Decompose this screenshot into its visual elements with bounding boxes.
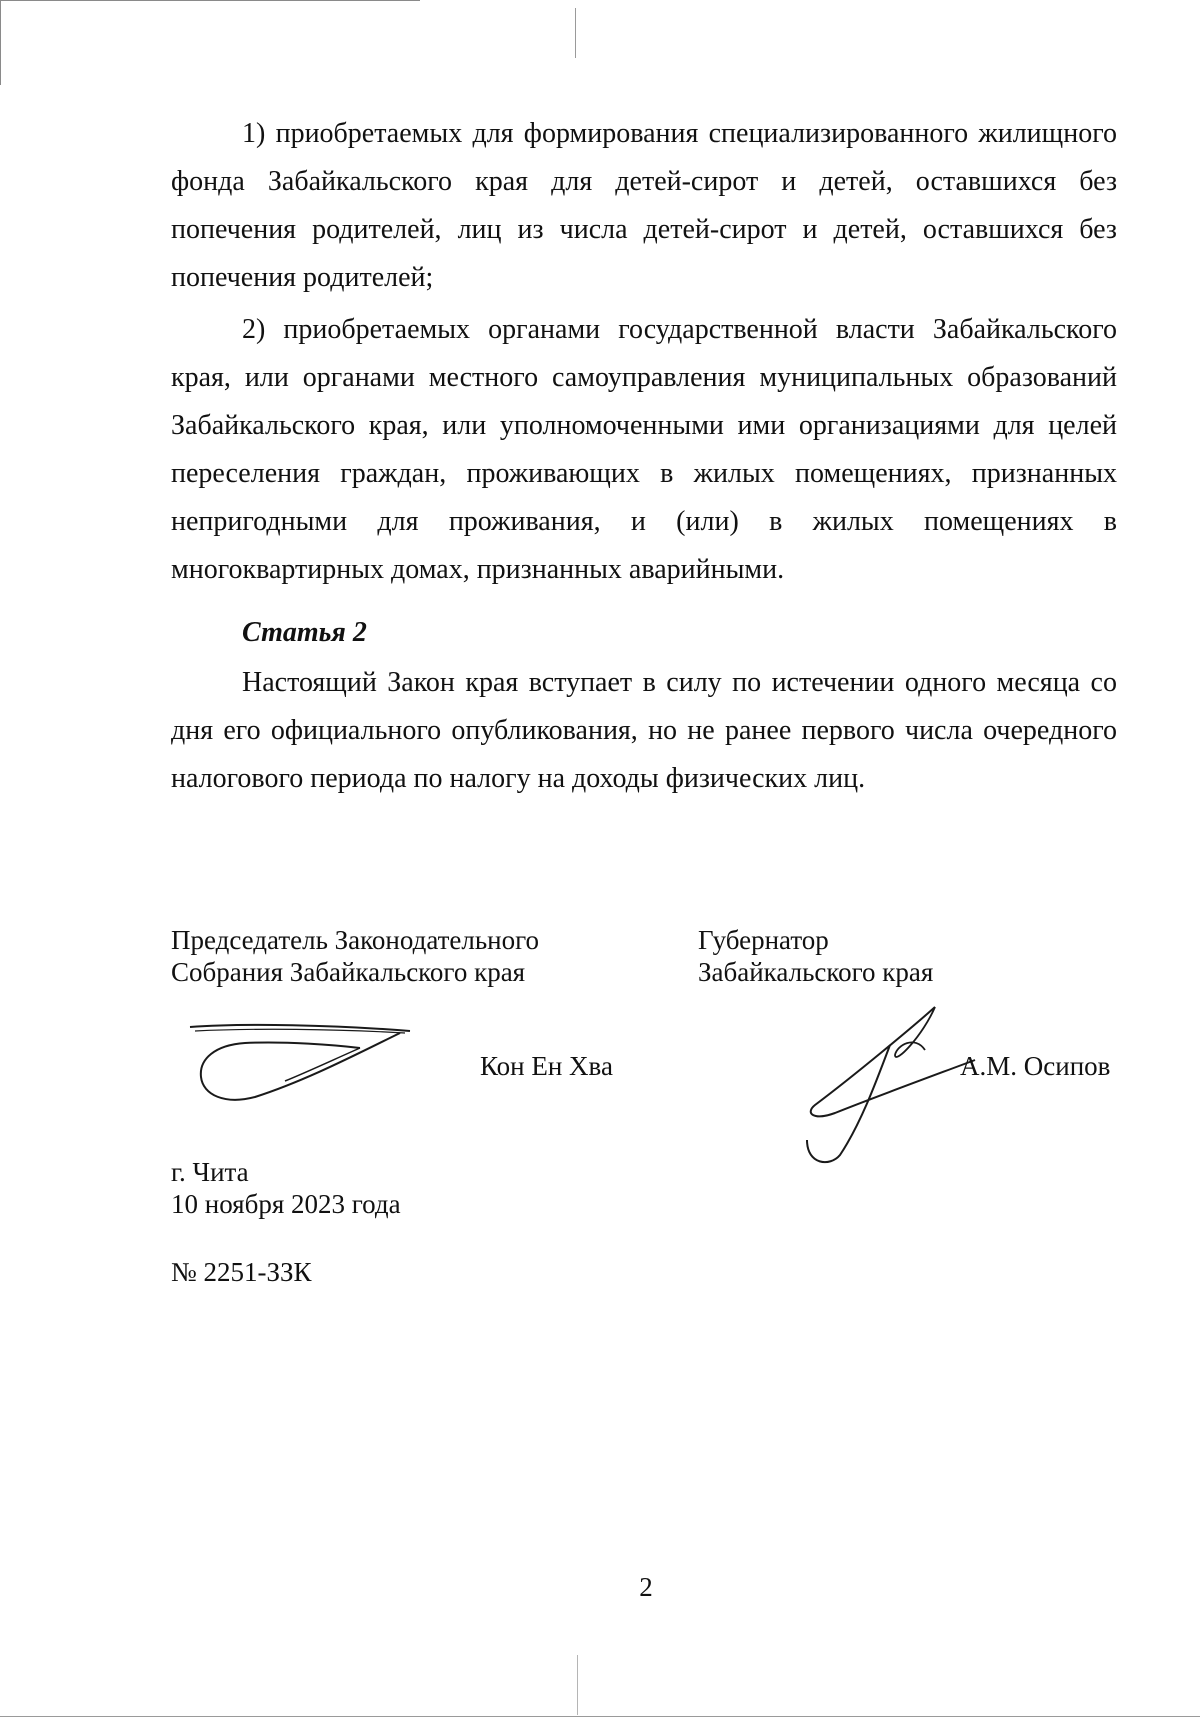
governor-title-line-1: Губернатор xyxy=(698,925,829,955)
governor-signature-icon xyxy=(795,1005,985,1165)
date: 10 ноября 2023 года xyxy=(171,1189,401,1219)
chairman-signature-icon xyxy=(185,1015,425,1105)
chairman-title-line-2: Собрания Забайкальского края xyxy=(171,957,526,987)
chairman-name: Кон Ен Хва xyxy=(480,1051,613,1081)
governor-title-line-2: Забайкальского края xyxy=(698,957,934,987)
scan-edge-top xyxy=(0,0,420,1)
fold-mark-bottom xyxy=(577,1655,578,1715)
document-number: № 2251-ЗЗК xyxy=(171,1257,312,1287)
governor-title xyxy=(698,924,933,988)
article-heading: Статья 2 xyxy=(242,617,367,648)
paragraph-item-1: 1) приобретаемых для формирования специализированного жилищного фонда Забайкальского края для детей-сирот и детей, оставшихся без попечения родителей, лиц из числа детей-сирот и детей, оставшихся без попечения родителей; xyxy=(171,118,1117,293)
page-number: 2 xyxy=(639,1572,653,1602)
chairman-title-line-1: Председатель Законодательного xyxy=(171,925,540,955)
fold-mark-top xyxy=(575,8,576,58)
place-date-block xyxy=(171,1156,401,1220)
scan-edge-left xyxy=(0,0,1,85)
paragraph-article-2: Настоящий Закон края вступает в силу по истечении одного месяца со дня его официального опубликования, но не ранее первого числа очередного налогового периода по налогу на доходы физических лиц. xyxy=(171,667,1117,794)
chairman-title xyxy=(171,924,539,988)
paragraph-item-2: 2) приобретаемых органами государственной власти Забайкальского края, или органами местного самоуправления муниципальных образований Забайкальского края, или уполномоченными ими организациями для целей переселения граждан, проживающих в жилых помещениях, признанных непригодными для проживания, и (или) в жилых помещениях в многоквартирных домах, признанных аварийными. xyxy=(171,314,1117,585)
place: г. Чита xyxy=(171,1157,249,1187)
governor-name: А.М. Осипов xyxy=(960,1051,1111,1081)
